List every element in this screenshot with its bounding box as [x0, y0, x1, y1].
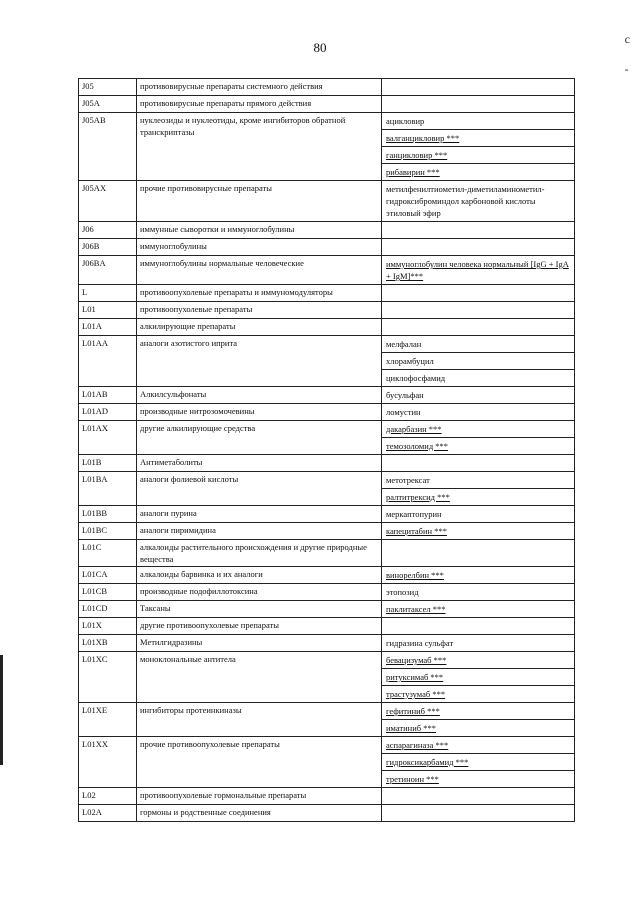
drug-name: ацикловир: [386, 116, 425, 126]
drug-name: циклофосфамид: [382, 369, 574, 386]
atc-group-name-cell: алкилирующие препараты: [137, 319, 382, 336]
atc-group-name-cell: алкалоиды растительного происхождения и другие природные вещества: [137, 540, 382, 567]
table-row: [79, 79, 575, 96]
table-row: [79, 635, 575, 652]
table-row: [79, 523, 575, 540]
atc-group-name-cell: прочие противоопухолевые препараты: [137, 737, 382, 788]
table-row: [79, 472, 575, 506]
drug-list-cell: [382, 652, 575, 703]
scan-mark: -: [624, 62, 629, 76]
atc-code-cell: L01CB: [79, 584, 137, 601]
empty-drug-cell: [382, 319, 574, 335]
atc-group-name-cell: Алкилсульфонаты: [137, 387, 382, 404]
drug-name: темозоломид ***: [382, 437, 574, 454]
drug-name: ритуксимаб ***: [382, 668, 574, 685]
drug-name: дакарбазин ***: [386, 424, 442, 434]
drug-list-cell: [382, 256, 575, 285]
atc-group-name-cell: моноклональные антитела: [137, 652, 382, 703]
drug-list-cell: [382, 455, 575, 472]
table-row: [79, 652, 575, 703]
drug-list-cell: [382, 113, 575, 181]
atc-group-name-cell: производные нитрозомочевины: [137, 404, 382, 421]
empty-drug-cell: [382, 618, 574, 634]
atc-code-cell: J05A: [79, 96, 137, 113]
empty-drug-cell: [382, 79, 574, 95]
drug-list-cell: [382, 523, 575, 540]
drug-list-cell: [382, 618, 575, 635]
atc-group-name-cell: Таксаны: [137, 601, 382, 618]
drug-name: этопозид: [386, 587, 419, 597]
table-row: [79, 584, 575, 601]
atc-code-cell: L01X: [79, 618, 137, 635]
drug-name: рибавирин ***: [382, 163, 574, 180]
drug-name: ломустин: [386, 407, 421, 417]
table-row: [79, 222, 575, 239]
drug-name: гидразина сульфат: [386, 638, 454, 648]
atc-group-name-cell: прочие противовирусные препараты: [137, 181, 382, 222]
atc-code-cell: L01BC: [79, 523, 137, 540]
atc-code-cell: J06B: [79, 239, 137, 256]
atc-code-cell: L01A: [79, 319, 137, 336]
drug-name: паклитаксел ***: [386, 604, 446, 614]
empty-drug-cell: [382, 805, 574, 821]
drug-name: капецитабин ***: [386, 526, 447, 536]
atc-group-name-cell: аналоги пиримидина: [137, 523, 382, 540]
atc-code-cell: J06BA: [79, 256, 137, 285]
atc-group-name-cell: гормоны и родственные соединения: [137, 805, 382, 822]
drug-list-cell: [382, 421, 575, 455]
table-row: [79, 455, 575, 472]
atc-group-name-cell: иммуноглобулины нормальные человеческие: [137, 256, 382, 285]
atc-code-cell: L01B: [79, 455, 137, 472]
atc-group-name-cell: противовирусные препараты прямого действия: [137, 96, 382, 113]
table-row: [79, 404, 575, 421]
atc-code-cell: L01XX: [79, 737, 137, 788]
table-row: [79, 737, 575, 788]
atc-group-name-cell: алкалоиды барвинка и их аналоги: [137, 567, 382, 584]
drug-name: гидроксикарбамид ***: [382, 753, 574, 770]
drug-name: метилфенилтиометил-диметиламинометил- гидроксиброминдол карбоновой кислоты этиловый эфир: [386, 184, 545, 218]
table-row: [79, 567, 575, 584]
atc-group-name-cell: противоопухолевые гормональные препараты: [137, 788, 382, 805]
atc-code-cell: L01AD: [79, 404, 137, 421]
table-row: [79, 96, 575, 113]
atc-code-cell: J05AX: [79, 181, 137, 222]
scan-mark: с: [624, 32, 630, 46]
drug-name: хлорамбуцил: [382, 352, 574, 369]
table-row: [79, 618, 575, 635]
drug-name: метотрексат: [386, 475, 430, 485]
drug-name: ралтитрексид ***: [382, 488, 574, 505]
table-row: [79, 319, 575, 336]
atc-table-body: [79, 79, 575, 822]
drug-list-cell: [382, 404, 575, 421]
drug-list-cell: [382, 336, 575, 387]
drug-list-cell: [382, 79, 575, 96]
table-row: [79, 239, 575, 256]
table-row: [79, 506, 575, 523]
drug-list-cell: [382, 96, 575, 113]
atc-code-cell: L01: [79, 302, 137, 319]
drug-name: иматиниб ***: [382, 719, 574, 736]
atc-code-cell: L02A: [79, 805, 137, 822]
drug-name: аспарагиназа ***: [386, 740, 449, 750]
atc-group-name-cell: аналоги азотистого иприта: [137, 336, 382, 387]
atc-group-name-cell: противоопухолевые препараты: [137, 302, 382, 319]
drug-name: винорелбин ***: [386, 570, 444, 580]
atc-group-name-cell: аналоги пурина: [137, 506, 382, 523]
drug-name: третиноин ***: [382, 770, 574, 787]
drug-name: ганцикловир ***: [382, 146, 574, 163]
atc-group-name-cell: иммунные сыворотки и иммуноглобулины: [137, 222, 382, 239]
table-row: [79, 788, 575, 805]
drug-list-cell: [382, 506, 575, 523]
empty-drug-cell: [382, 540, 574, 556]
drug-list-cell: [382, 737, 575, 788]
atc-group-name-cell: Антиметаболиты: [137, 455, 382, 472]
empty-drug-cell: [382, 455, 574, 471]
atc-code-cell: J05AB: [79, 113, 137, 181]
drug-name: трастузумаб ***: [382, 685, 574, 702]
drug-list-cell: [382, 567, 575, 584]
table-row: [79, 285, 575, 302]
drug-name: валганцикловир ***: [382, 129, 574, 146]
drug-list-cell: [382, 635, 575, 652]
atc-code-cell: L: [79, 285, 137, 302]
drug-list-cell: [382, 285, 575, 302]
drug-list-cell: [382, 540, 575, 567]
drug-list-cell: [382, 472, 575, 506]
table-row: [79, 805, 575, 822]
drug-name: гефитиниб ***: [386, 706, 440, 716]
atc-group-name-cell: противоопухолевые препараты и иммуномодуляторы: [137, 285, 382, 302]
drug-list-cell: [382, 222, 575, 239]
drug-name: мелфалан: [386, 339, 422, 349]
drug-name: бусульфан: [386, 390, 424, 400]
atc-code-cell: L01C: [79, 540, 137, 567]
atc-code-cell: J06: [79, 222, 137, 239]
drug-list-cell: [382, 601, 575, 618]
drug-list-cell: [382, 584, 575, 601]
atc-group-name-cell: другие противоопухолевые препараты: [137, 618, 382, 635]
empty-drug-cell: [382, 239, 574, 255]
table-row: [79, 540, 575, 567]
empty-drug-cell: [382, 96, 574, 112]
atc-group-name-cell: иммуноглобулины: [137, 239, 382, 256]
table-row: [79, 601, 575, 618]
table-row: [79, 256, 575, 285]
atc-group-name-cell: аналоги фолиевой кислоты: [137, 472, 382, 506]
page-number: 80: [313, 40, 327, 55]
atc-code-cell: L01AA: [79, 336, 137, 387]
scan-edge-mark: [0, 655, 3, 765]
atc-code-cell: L01AX: [79, 421, 137, 455]
atc-code-cell: L01CD: [79, 601, 137, 618]
atc-code-cell: L01XC: [79, 652, 137, 703]
atc-group-name-cell: другие алкилирующие средства: [137, 421, 382, 455]
table-row: [79, 421, 575, 455]
atc-code-cell: L01XE: [79, 703, 137, 737]
scan-marks: [625, 24, 630, 84]
drug-name: иммуноглобулин человека нормальный [IgG + IgA + IgM]***: [386, 259, 569, 281]
drug-name: меркаптопурин: [386, 509, 442, 519]
drug-list-cell: [382, 319, 575, 336]
atc-group-name-cell: ингибиторы протеинкиназы: [137, 703, 382, 737]
table-row: [79, 387, 575, 404]
atc-table: [78, 78, 575, 822]
atc-group-name-cell: производные подофиллотоксина: [137, 584, 382, 601]
atc-code-cell: L01BB: [79, 506, 137, 523]
atc-code-cell: L01XB: [79, 635, 137, 652]
drug-list-cell: [382, 788, 575, 805]
drug-list-cell: [382, 239, 575, 256]
table-row: [79, 181, 575, 222]
drug-list-cell: [382, 181, 575, 222]
table-row: [79, 113, 575, 181]
atc-group-name-cell: противовирусные препараты системного действия: [137, 79, 382, 96]
table-row: [79, 302, 575, 319]
atc-group-name-cell: Метилгидразины: [137, 635, 382, 652]
drug-list-cell: [382, 703, 575, 737]
atc-code-cell: L01AB: [79, 387, 137, 404]
drug-list-cell: [382, 387, 575, 404]
table-row: [79, 336, 575, 387]
atc-code-cell: J05: [79, 79, 137, 96]
atc-code-cell: L01CA: [79, 567, 137, 584]
drug-name: бевацизумаб ***: [386, 655, 447, 665]
empty-drug-cell: [382, 285, 574, 301]
table-row: [79, 703, 575, 737]
empty-drug-cell: [382, 302, 574, 318]
atc-code-cell: L01BA: [79, 472, 137, 506]
drug-list-cell: [382, 805, 575, 822]
drug-list-cell: [382, 302, 575, 319]
empty-drug-cell: [382, 222, 574, 238]
empty-drug-cell: [382, 788, 574, 804]
atc-code-cell: L02: [79, 788, 137, 805]
atc-group-name-cell: нуклеозиды и нуклеотиды, кроме ингибиторов обратной транскриптазы: [137, 113, 382, 181]
